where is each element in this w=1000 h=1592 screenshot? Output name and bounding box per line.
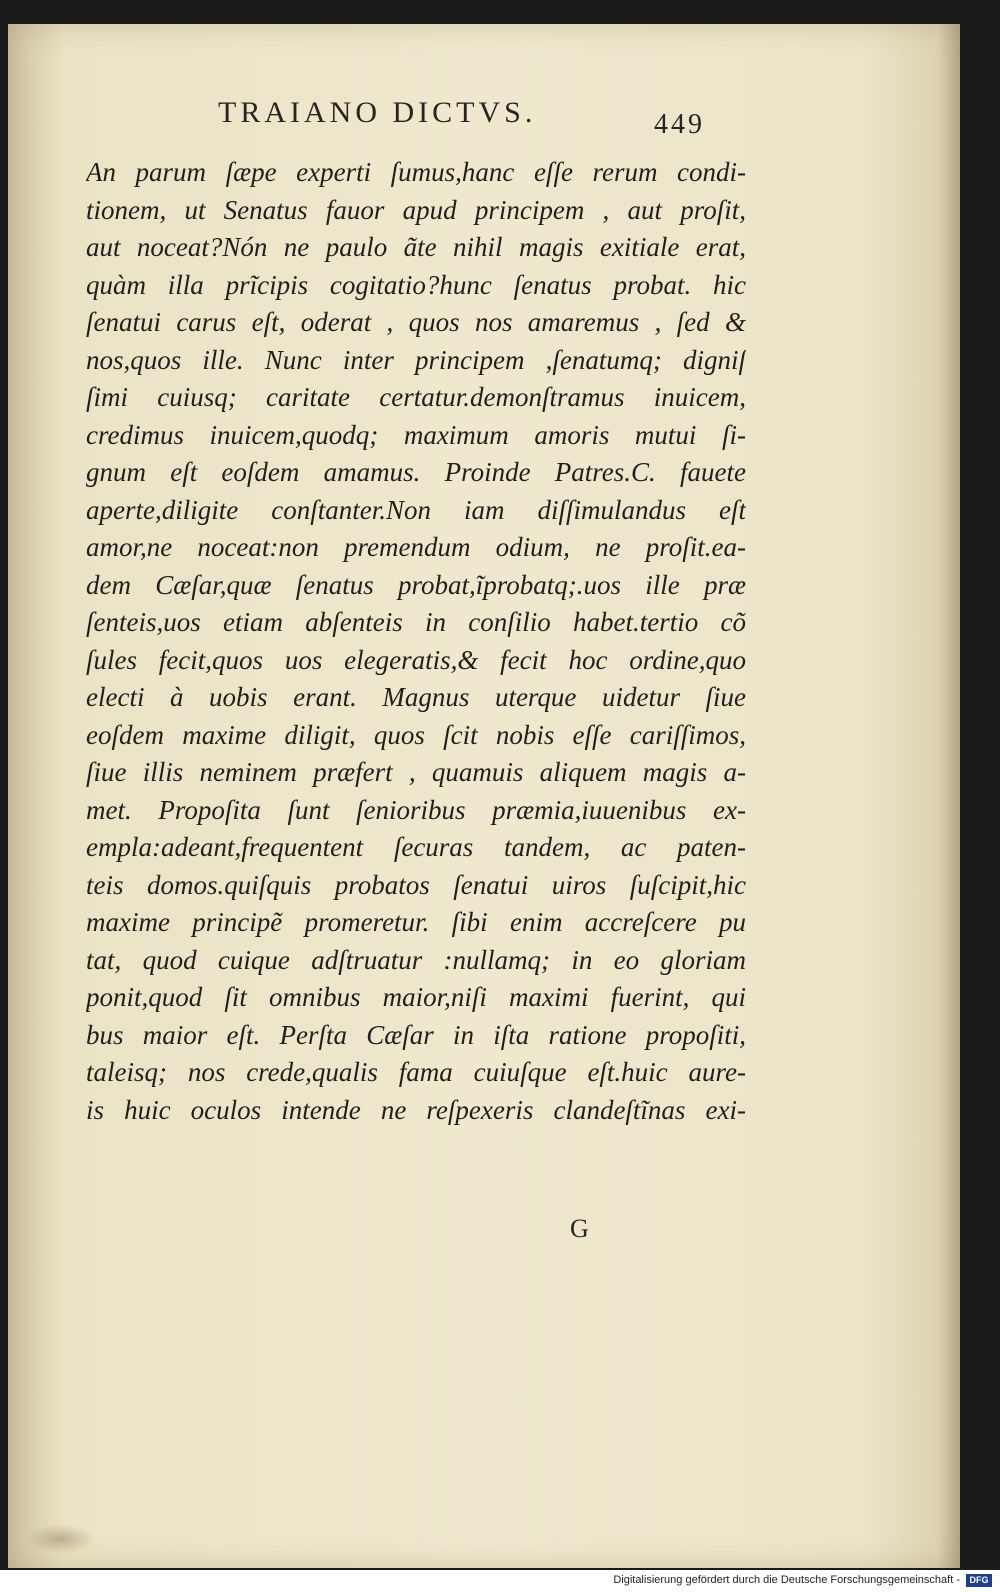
text-line: aperte,diligite conſtanter.Non iam diſſimulandus eſt [86,494,746,525]
text-line: aut noceat?Nón ne paulo ãte nihil magis exitiale erat, [86,232,746,262]
book-page [8,24,960,1568]
text-line: bus maior eſt. Perſta Cæſar in iſta ratione propoſiti, [86,1019,746,1050]
text-line: ſules fecit,quos uos elegeratis,& fecit hoc ordine,quo [86,644,746,675]
dfg-logo: DFG [966,1574,992,1587]
text-block [86,154,766,1129]
text-line: met. Propoſita ſunt ſenioribus præmia,iuuenibus ex- [86,794,746,825]
text-line: ſenteis,uos etiam abſenteis in conſilio habet.tertio cõ [86,607,746,637]
text-line: ponit,quod ſit omnibus maior,niſi maximi fuerint, qui [86,982,746,1012]
text-line: amor,ne noceat:non premendum odium, ne proſit.ea- [86,532,746,562]
text-line: dem Cæſar,quæ ſenatus probat,ĩprobatq;.uos ille præ [86,569,746,600]
page-edge-shadow [938,24,960,1568]
text-line: maxime principẽ promeretur. ſibi enim accreſcere pu [86,907,746,937]
text-line: tionem, ut Senatus fauor apud principem , aut proſit, [86,194,746,225]
footer-credit: Digitalisierung gefördert durch die Deutsche Forschungsgemeinschaft - [613,1574,960,1586]
text-line: electi à uobis erant. Magnus uterque uidetur ſiue [86,682,746,712]
text-line: empla:adeant,frequentent ſecuras tandem, ac paten- [86,832,746,862]
text-line: ſimi cuiusq; caritate certatur.demonſtramus inuicem, [86,382,746,412]
text-line: credimus inuicem,quodq; maximum amoris mutui ſi- [86,419,746,450]
footer-bar [0,1570,1000,1592]
page-stain [26,1524,96,1554]
text-line: quàm illa prĩcipis cogitatio?hunc ſenatus probat. hic [86,269,746,300]
text-line: eoſdem maxime diligit, quos ſcit nobis eſſe cariſſimos, [86,719,746,750]
text-line: tat, quod cuique adſtruatur :nullamq; in eo gloriam [86,944,746,975]
page-number: 449 [654,109,705,140]
running-head: TRAIANO DICTVS. [218,96,537,129]
text-line: is huic oculos intende ne reſpexeris clandeſtĩnas exi- [86,1094,746,1125]
text-line: ſiue illis neminem præfert , quamuis aliquem magis a- [86,757,746,787]
text-line: An parum ſæpe experti ſumus,hanc eſſe rerum condi- [86,157,746,187]
text-line: nos,quos ille. Nunc inter principem ,ſenatumq; digniſ [86,344,746,375]
text-line: teis domos.quiſquis probatos ſenatui uiros ſuſcipit,hic [86,869,746,900]
text-line: gnum eſt eoſdem amamus. Proinde Patres.C. fauete [86,457,746,487]
signature-mark: G [570,1214,589,1243]
text-line: taleisq; nos crede,qualis fama cuiuſque eſt.huic aure- [86,1057,746,1087]
text-line: ſenatui carus eſt, oderat , quos nos amaremus , ſed & [86,307,746,337]
